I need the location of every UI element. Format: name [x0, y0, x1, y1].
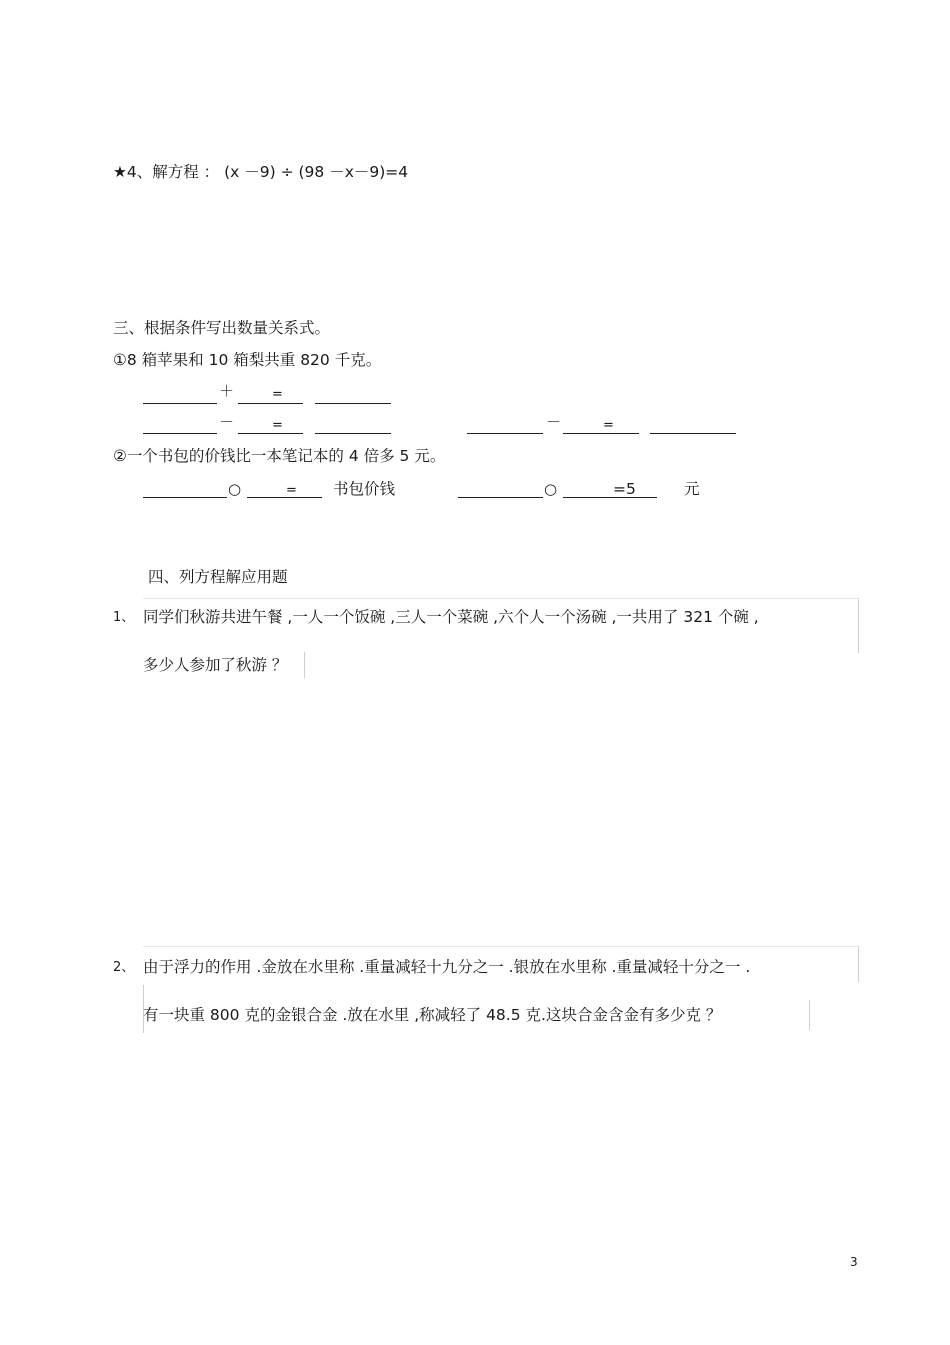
page-number: 3 [850, 1255, 858, 1269]
answer-blank[interactable] [563, 415, 639, 434]
section-3-item-1: ①8 箱苹果和 10 箱梨共重 820 千克。 [113, 351, 382, 369]
equals-sign: = [272, 418, 283, 433]
answer-blank[interactable] [315, 415, 391, 434]
answer-blank[interactable] [247, 479, 322, 498]
yuan-unit: 元 [684, 480, 700, 498]
text-box-border [858, 598, 859, 653]
answer-blank[interactable] [143, 479, 227, 498]
answer-blank[interactable] [238, 415, 303, 434]
question-1-number: 1、 [113, 610, 135, 625]
equals-five: =5 [613, 480, 636, 498]
question-2-line-2: 有一块重 800 克的金银合金 .放在水里 ,称减轻了 48.5 克.这块合金含金有多少克 ？ [143, 1006, 722, 1024]
question-2-number: 2、 [113, 960, 135, 975]
text-box-border [304, 652, 305, 678]
text-box-border [143, 946, 858, 947]
answer-blank[interactable] [650, 415, 736, 434]
minus-sign: － [219, 413, 235, 431]
plus-sign: ＋ [219, 382, 235, 400]
answer-blank[interactable] [467, 415, 543, 434]
equals-sign: = [272, 387, 283, 402]
answer-blank[interactable] [143, 385, 217, 404]
equals-sign: = [286, 483, 297, 498]
equals-sign: = [603, 418, 614, 433]
answer-blank[interactable] [143, 415, 217, 434]
section-4-title: 四、列方程解应用题 [148, 568, 288, 586]
text-box-border [858, 946, 859, 982]
text-box-border [143, 598, 858, 599]
equation-problem-4: ★4、解方程 ： (x －9) ÷ (98 －x－9)=4 [113, 163, 409, 181]
section-3-title: 三、根据条件写出数量关系式。 [113, 319, 331, 337]
text-box-border [809, 1000, 810, 1030]
question-1-line-2: 多少人参加了秋游 ？ [143, 656, 288, 674]
answer-blank[interactable] [315, 385, 391, 404]
minus-sign: － [546, 413, 562, 431]
operator-circle: ○ [544, 480, 558, 498]
answer-blank[interactable] [238, 385, 303, 404]
question-1-line-1: 同学们秋游共进午餐 ,一人一个饭碗 ,三人一个菜碗 ,六个人一个汤碗 ,一共用了 321 个碗 , [143, 608, 759, 626]
answer-blank[interactable] [563, 479, 657, 498]
operator-circle: ○ [228, 480, 242, 498]
bag-price-label: 书包价钱 [333, 480, 396, 498]
question-2-line-1: 由于浮力的作用 .金放在水里称 .重量减轻十九分之一 .银放在水里称 .重量减轻十分之一 . [143, 958, 751, 976]
answer-blank[interactable] [458, 479, 543, 498]
section-3-item-2: ②一个书包的价钱比一本笔记本的 4 倍多 5 元。 [113, 447, 446, 465]
